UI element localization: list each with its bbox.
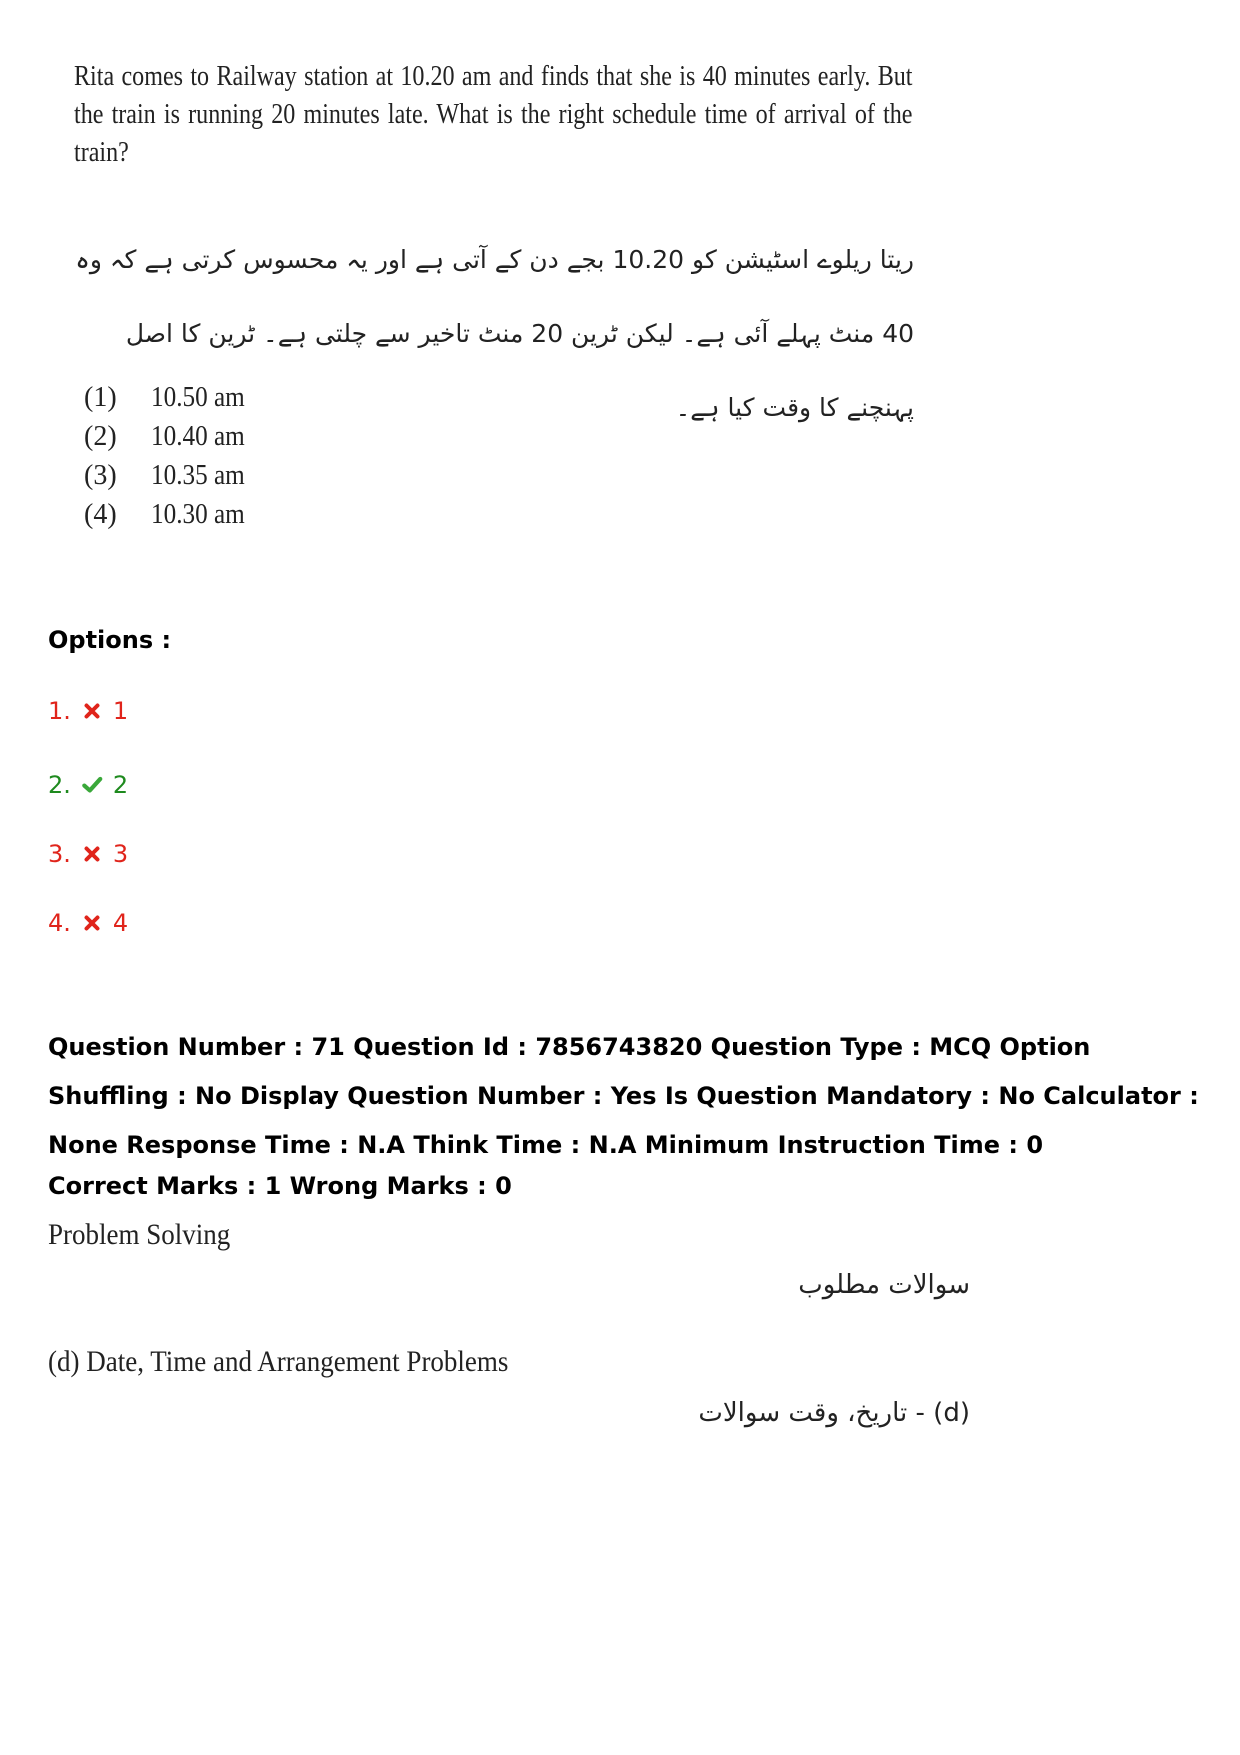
question-choice: [84, 378, 255, 417]
option-label: 4: [112, 909, 129, 937]
options-heading: Options :: [48, 626, 172, 654]
option-4: [48, 909, 128, 937]
check-icon: [81, 774, 103, 796]
section-subtitle-urdu: (d) - تاریخ، وقت سوالات: [698, 1398, 970, 1428]
choice-value: 10.50 am: [151, 382, 245, 413]
question-text-urdu: ریتا ریلوے اسٹیشن کو 10.20 بجے دن کے آتی ہے اور یہ محسوس کرتی ہے کہ وہ 40 منٹ پہلے آئی ہے۔ لیکن ٹرین 20 منٹ تاخیر سے چلتی ہے۔ ٹرین کا اصل پہنچنے کا وقت کیا ہے۔: [75, 245, 914, 422]
cross-icon: [81, 912, 103, 934]
section-subtitle-english: (d) Date, Time and Arrangement Problems: [48, 1345, 509, 1378]
option-index: 1.: [48, 697, 71, 725]
option-label: 2: [112, 771, 129, 799]
question-choices: [84, 378, 255, 534]
choice-value: 10.40 am: [151, 421, 245, 452]
choice-number: (4): [84, 499, 117, 530]
choice-number: (2): [84, 421, 117, 452]
question-image: [74, 58, 914, 530]
option-index: 2.: [48, 771, 71, 799]
question-metadata: Question Number : 71 Question Id : 7856743820 Question Type : MCQ Option Shuffling : No Display Question Number : Yes Is Question Mandatory : No Calculator : None Response Time : N.A Think Time : N.A Minimum Instruction Time : 0: [48, 1033, 1199, 1159]
option-2: [48, 771, 128, 799]
choice-value: 10.30 am: [151, 499, 245, 530]
option-label: 1: [112, 697, 129, 725]
cross-icon: [81, 843, 103, 865]
question-choice: [84, 456, 255, 495]
choice-number: (1): [84, 382, 117, 413]
question-text-english: Rita comes to Railway station at 10.20 am and finds that she is 40 minutes early. But the train is running 20 minutes late. What is the right schedule time of arrival of the train?: [74, 61, 913, 168]
question-choice: [84, 495, 255, 534]
option-label: 3: [112, 840, 129, 868]
marks-info: Correct Marks : 1 Wrong Marks : 0: [48, 1172, 512, 1200]
choice-number: (3): [84, 460, 117, 491]
cross-icon: [81, 700, 103, 722]
choice-value: 10.35 am: [151, 460, 245, 491]
option-index: 4.: [48, 909, 71, 937]
option-1: [48, 697, 128, 725]
question-choice: [84, 417, 255, 456]
section-title-english: Problem Solving: [48, 1218, 231, 1251]
section-title-urdu: سوالات مطلوب: [798, 1270, 970, 1300]
option-index: 3.: [48, 840, 71, 868]
option-3: [48, 840, 128, 868]
